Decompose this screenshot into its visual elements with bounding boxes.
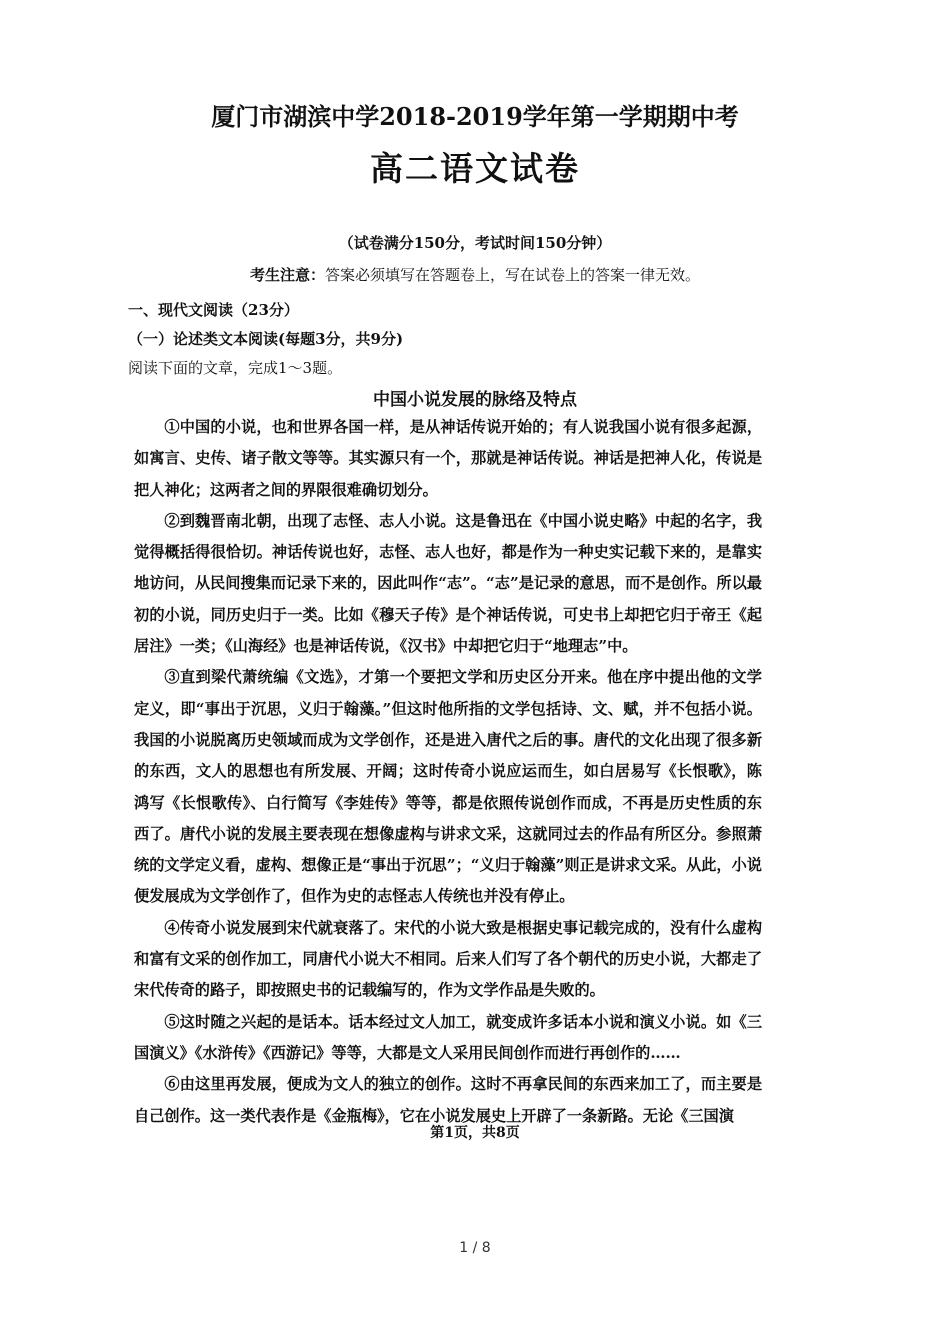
exam-info: （试卷满分150分，考试时间150分钟）: [338, 234, 612, 252]
article-title: 中国小说发展的脉络及特点: [373, 390, 577, 410]
school-title: 厦门市湖滨中学2018-2019学年第一学期期中考: [211, 102, 739, 131]
sub-section-heading: （一）论述类文本阅读(每题3分，共9分): [128, 330, 404, 348]
paragraph-4: ④传奇小说发展到宋代就衰落了。宋代的小说大致是根据史事记载完成的，没有什么虚构和富有文采的创作加工，同唐代小说大不相同。后来人们写了各个朝代的历史小说，大都走了宋代传奇的路子，即按照史书的记载编写的，作为文学作品是失败的。: [134, 918, 762, 1000]
paragraph-2: ②到魏晋南北朝，出现了志怪、志人小说。这是鲁迅在《中国小说史略》中起的名字，我觉得概括得很恰切。神话传说也好，志怪、志人也好，都是作为一种史实记载下来的，是靠实地访问，从民间搜集而记录下来的，因此叫作“志”。“志”是记录的意思，而不是创作。所以最初的小说，同历史归于一类。比如《穆天子传》是个神话传说，可史书上却把它归于帝王《起居注》一类；《山海经》也是神话传说，《汉书》中却把它归于“地理志”中。: [134, 511, 762, 656]
notice-label: 考生注意：: [249, 266, 325, 284]
paragraph-6: ⑥由这里再发展，便成为文人的独立的创作。这时不再拿民间的东西来加工了，而主要是自己创作。这一类代表作是《金瓶梅》，它在小说发展史上开辟了一条新路。无论《三国演: [134, 1075, 762, 1125]
paragraph-3: ③直到梁代萧统编《文选》，才第一个要把文学和历史区分开来。他在序中提出他的文学定义，即“事出于沉思，义归于翰藻。”但这时他所指的文学包括诗、文、赋，并不包括小说。我国的小说脱离历史领域而成为文学创作，还是进入唐代之后的事。唐代的文化出现了很多新的东西，文人的思想也有所发展、开阔；这时传奇小说应运而生，如白居易写《长恨歌》，陈鸿写《长恨歌传》、白行简写《李娃传》等等，都是依照传说创作而成，不再是历史性质的东西了。唐代小说的发展主要表现在想像虚构与讲求文采，这就同过去的作品有所区分。参照萧统的文学定义看，虚构、想像正是“事出于沉思”；“义归于翰藻”则正是讲求文采。从此，小说便发展成为文学创作了，但作为史的志怪志人传统也并没有停止。: [134, 668, 762, 906]
section-heading: 一、现代文阅读（23分）: [128, 301, 299, 319]
viewer-page-indicator: 1 / 8: [459, 1240, 491, 1256]
article-body: [134, 412, 762, 1132]
paper-title: 高二语文试卷: [370, 149, 580, 188]
reading-instruction: 阅读下面的文章，完成1～3题。: [128, 359, 343, 377]
notice-text: 答案必须填写在答题卷上，写在试卷上的答案一律无效。: [325, 266, 701, 284]
paragraph-1: ①中国的小说，也和世界各国一样，是从神话传说开始的；有人说我国小说有很多起源，如寓言、史传、诸子散文等等。其实源只有一个，那就是神话传说。神话是把神人化，传说是把人神化；这两者之间的界限很难确切划分。: [134, 418, 762, 499]
page-footer: 第1页，共8页: [430, 1125, 520, 1141]
paragraph-5: ⑤这时随之兴起的是话本。话本经过文人加工，就变成许多话本小说和演义小说。如《三国演义》《水浒传》《西游记》等等，大都是文人采用民间创作而进行再创作的……: [134, 1012, 762, 1062]
exam-notice: [0, 264, 950, 285]
